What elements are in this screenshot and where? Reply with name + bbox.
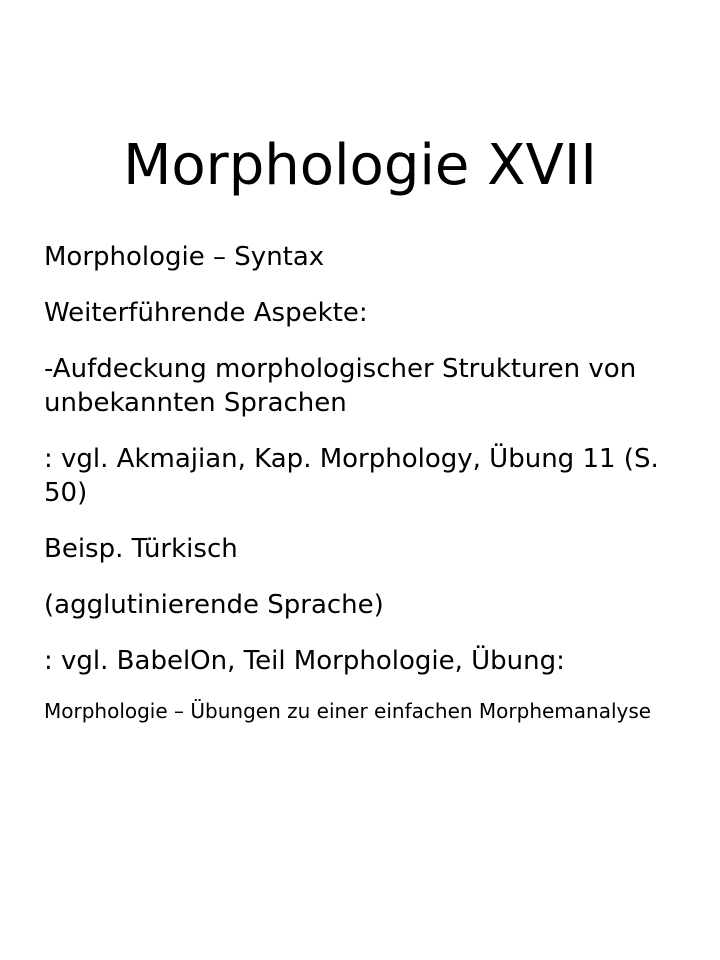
body-line-topic: Morphologie – Syntax bbox=[44, 242, 325, 272]
slide-body bbox=[44, 240, 694, 726]
body-line-aspects-heading: Weiterführende Aspekte: bbox=[44, 298, 368, 328]
slide-title: Morphologie XVII bbox=[123, 133, 597, 198]
body-line-babelon-reference: : vgl. BabelOn, Teil Morphologie, Übung: bbox=[44, 646, 565, 676]
body-line-agglutinative-note: (agglutinierende Sprache) bbox=[44, 590, 384, 620]
exercise-link-text: Morphologie – Übungen zu einer einfachen Morphemanalyse bbox=[44, 699, 652, 723]
body-line-uncovering-structures: -Aufdeckung morphologischer Strukturen von unbekannten Sprachen bbox=[44, 354, 637, 418]
body-line-turkish-example: Beisp. Türkisch bbox=[44, 534, 238, 564]
body-line-akmajian-reference: : vgl. Akmajian, Kap. Morphology, Übung 11 (S. 50) bbox=[44, 444, 659, 508]
